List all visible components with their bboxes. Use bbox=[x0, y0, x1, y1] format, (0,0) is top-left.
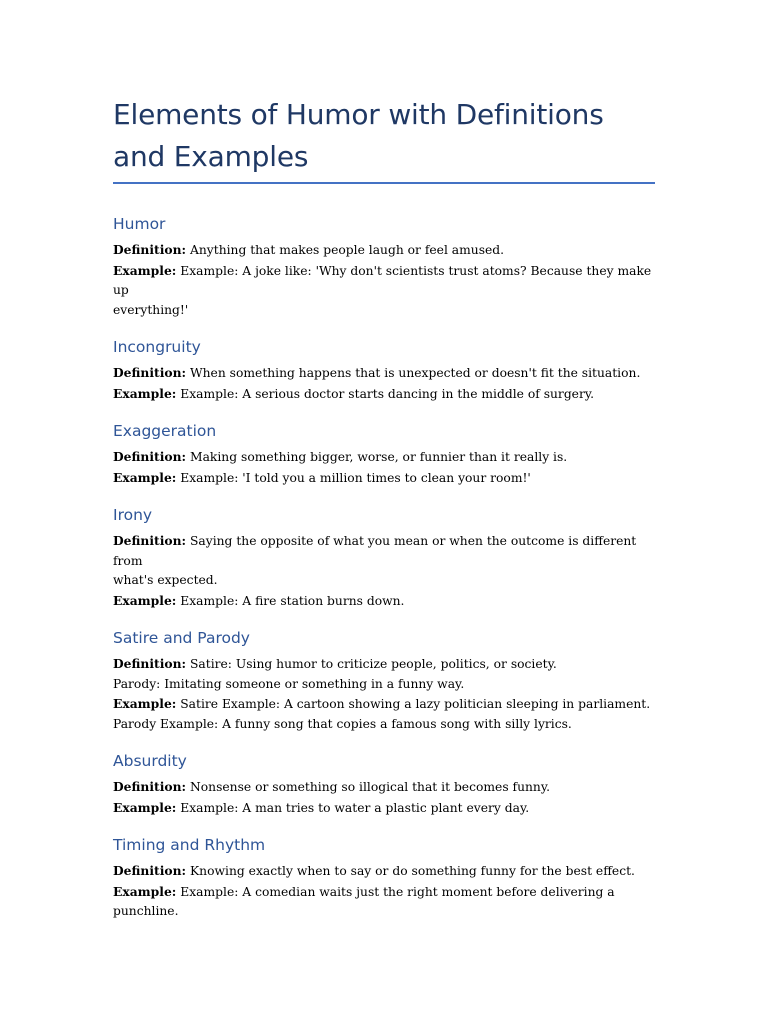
definition-value: When something happens that is unexpected or doesn't fit the situation. bbox=[190, 366, 641, 380]
section-irony bbox=[113, 504, 655, 611]
example-text bbox=[113, 261, 655, 321]
example-value-line-1: Satire Example: A cartoon showing a lazy politician sleeping in parliament. bbox=[180, 697, 651, 711]
definition-text bbox=[113, 654, 655, 694]
section-heading: Timing and Rhythm bbox=[113, 836, 266, 854]
example-text bbox=[113, 882, 655, 922]
section-heading: Absurdity bbox=[113, 752, 187, 770]
section-satire-and-parody bbox=[113, 627, 655, 734]
definition-value-line-1: Satire: Using humor to criticize people, politics, or society. bbox=[190, 657, 557, 671]
section-heading: Irony bbox=[113, 506, 153, 524]
example-value: Example: A serious doctor starts dancing in the middle of surgery. bbox=[180, 386, 595, 401]
example-label: Example: bbox=[113, 469, 177, 485]
example-value-line-2: everything!' bbox=[113, 302, 189, 317]
section-heading: Exaggeration bbox=[113, 422, 217, 440]
definition-label: Definition: bbox=[113, 863, 187, 878]
definition-value: Making something bigger, worse, or funnier than it really is. bbox=[190, 450, 568, 464]
page-title-line-1: Elements of Humor with Definitions bbox=[113, 98, 604, 131]
example-text bbox=[113, 591, 655, 612]
title-underline-divider bbox=[113, 182, 655, 184]
example-value-line-1: Example: A joke like: 'Why don't scientists trust atoms? Because they make up bbox=[113, 263, 652, 297]
definition-value-line-1: Saying the opposite of what you mean or when the outcome is different from bbox=[113, 534, 637, 568]
definition-value: Knowing exactly when to say or do something funny for the best effect. bbox=[190, 864, 635, 878]
example-label: Example: bbox=[113, 262, 177, 278]
definition-text bbox=[113, 447, 655, 468]
example-label: Example: bbox=[113, 696, 177, 711]
definition-label: Definition: bbox=[113, 365, 187, 380]
section-heading: Incongruity bbox=[113, 338, 201, 356]
example-text bbox=[113, 694, 655, 734]
definition-text bbox=[113, 777, 655, 798]
example-text bbox=[113, 384, 655, 405]
page-title bbox=[113, 94, 655, 178]
example-label: Example: bbox=[113, 799, 177, 815]
page-title-line-2: and Examples bbox=[113, 140, 309, 173]
definition-label: Definition: bbox=[113, 449, 187, 464]
example-value: Example: A comedian waits just the right moment before delivering a punchline. bbox=[113, 884, 615, 918]
definition-text bbox=[113, 861, 655, 882]
definition-value: Anything that makes people laugh or feel amused. bbox=[190, 243, 505, 257]
definition-label: Definition: bbox=[113, 242, 187, 257]
definition-text bbox=[113, 240, 655, 261]
example-text bbox=[113, 468, 655, 489]
definition-value-line-2: what's expected. bbox=[113, 573, 218, 587]
definition-value: Nonsense or something so illogical that it becomes funny. bbox=[190, 780, 551, 794]
example-label: Example: bbox=[113, 385, 177, 401]
section-exaggeration bbox=[113, 420, 655, 488]
definition-label: Definition: bbox=[113, 533, 187, 548]
example-value: Example: 'I told you a million times to clean your room!' bbox=[180, 470, 531, 485]
section-incongruity bbox=[113, 336, 655, 404]
example-label: Example: bbox=[113, 883, 177, 899]
document-page bbox=[113, 94, 655, 922]
example-value: Example: A man tries to water a plastic plant every day. bbox=[180, 800, 530, 815]
definition-text bbox=[113, 363, 655, 384]
definition-value-line-2: Parody: Imitating someone or something in a funny way. bbox=[113, 676, 465, 691]
definition-text bbox=[113, 531, 655, 591]
definition-label: Definition: bbox=[113, 779, 187, 794]
section-humor bbox=[113, 213, 655, 320]
example-text bbox=[113, 798, 655, 819]
example-label: Example: bbox=[113, 592, 177, 608]
example-value: Example: A fire station burns down. bbox=[180, 593, 405, 608]
definition-label: Definition: bbox=[113, 656, 187, 671]
example-value-line-2: Parody Example: A funny song that copies a famous song with silly lyrics. bbox=[113, 716, 572, 731]
section-heading: Humor bbox=[113, 215, 166, 233]
section-heading: Satire and Parody bbox=[113, 629, 250, 647]
section-absurdity bbox=[113, 750, 655, 818]
section-timing-and-rhythm bbox=[113, 834, 655, 922]
